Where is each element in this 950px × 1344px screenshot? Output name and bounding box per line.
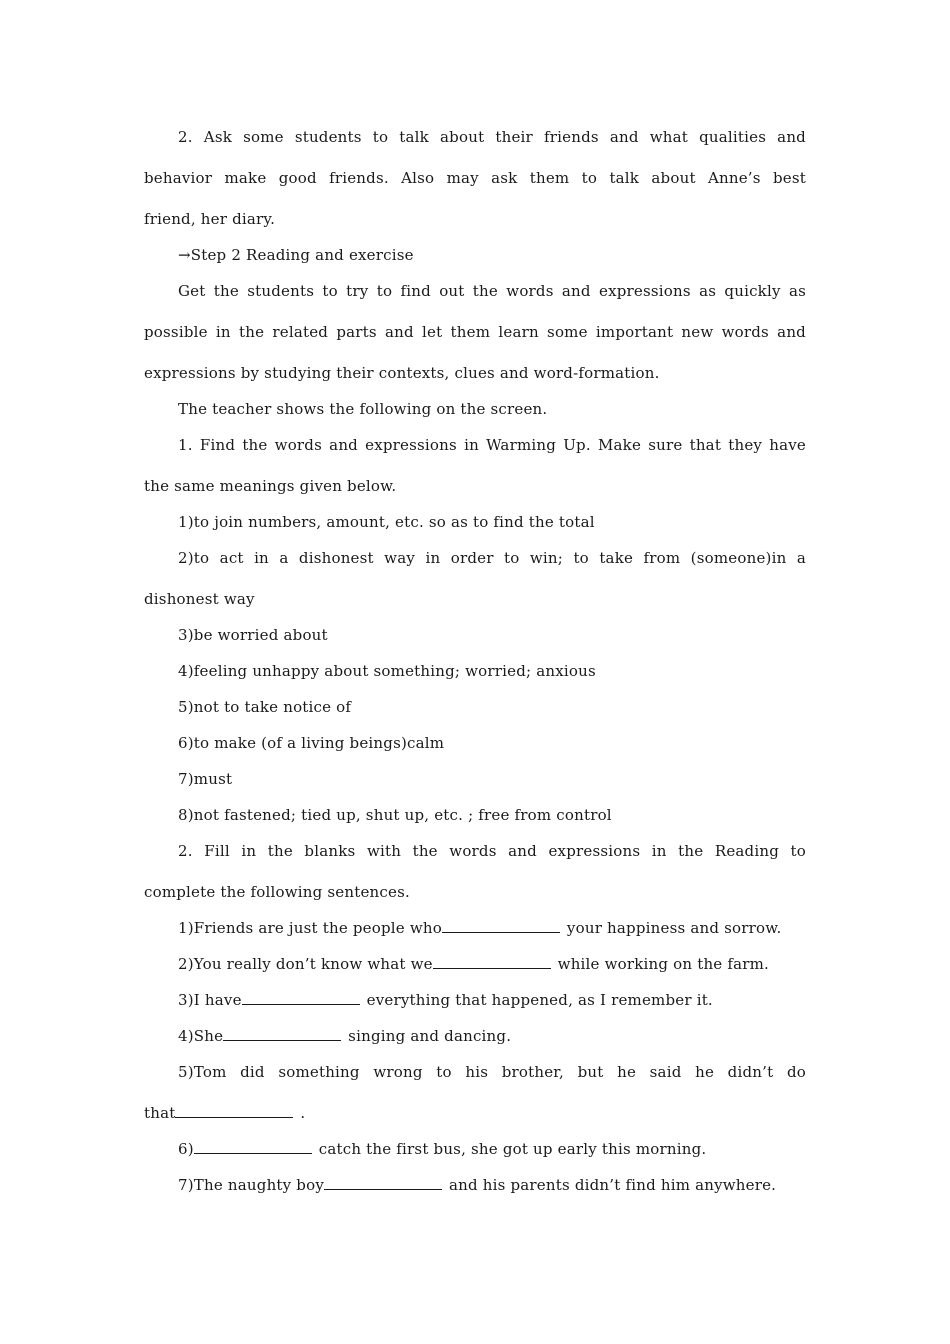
answer-blank[interactable] [242,990,360,1005]
sentence-text: 6) [178,1140,194,1158]
fill-blank-sentence [178,1175,806,1195]
paragraph-line: The teacher shows the following on the screen. [178,400,548,418]
sentence-text: your happiness and sorrow. [561,919,782,937]
definition-item: 5)not to take notice of [178,698,352,716]
definition-item: 2)to act in a dishonest way in order to win; to take from (someone)in a [178,549,806,567]
answer-blank[interactable] [433,954,551,969]
paragraph-line: possible in the related parts and let them learn some important new words and [144,323,806,341]
fill-blank-sentence [178,918,806,938]
exercise-instruction: 1. Find the words and expressions in Warming Up. Make sure that they have [178,436,806,454]
fill-blank-sentence: 5)Tom did something wrong to his brother, but he said he didn’t do [178,1063,806,1081]
answer-blank[interactable] [442,918,560,933]
fill-blank-sentence [178,1026,806,1046]
sentence-text: and his parents didn’t find him anywhere. [444,1176,777,1194]
definition-item: 6)to make (of a living beings)calm [178,734,445,752]
sentence-text: that [144,1104,176,1122]
sentence-text: 4)She [178,1027,224,1045]
paragraph-line: behavior make good friends. Also may ask them to talk about Anne’s best [144,169,806,187]
paragraph-line: 2. Ask some students to talk about their friends and what qualities and [178,128,806,146]
fill-blank-sentence [178,990,806,1010]
sentence-text: 1)Friends are just the people who [178,919,442,937]
step-heading: →Step 2 Reading and exercise [178,246,414,264]
definition-item: 3)be worried about [178,626,328,644]
answer-blank[interactable] [223,1026,341,1041]
definition-item: 8)not fastened; tied up, shut up, etc. ; free from control [178,806,612,824]
exercise-instruction: complete the following sentences. [144,883,410,901]
definition-item: dishonest way [144,590,255,608]
sentence-text: catch the first bus, she got up early this morning. [313,1140,707,1158]
sentence-text: singing and dancing. [343,1027,512,1045]
fill-blank-sentence [178,1139,806,1159]
exercise-instruction: the same meanings given below. [144,477,397,495]
fill-blank-sentence [144,1103,806,1123]
answer-blank[interactable] [175,1103,293,1118]
sentence-text: . [295,1104,306,1122]
paragraph-line: expressions by studying their contexts, clues and word-formation. [144,364,660,382]
paragraph-line: friend, her diary. [144,210,276,228]
sentence-text: 2)You really don’t know what we [178,955,433,973]
exercise-instruction: 2. Fill in the blanks with the words and expressions in the Reading to [178,842,806,860]
paragraph-line: Get the students to try to find out the words and expressions as quickly as [178,282,806,300]
sentence-text: everything that happened, as I remember it. [361,991,713,1009]
sentence-text: 7)The naughty boy [178,1176,325,1194]
fill-blank-sentence [178,954,806,974]
answer-blank[interactable] [324,1175,442,1190]
sentence-text: 3)I have [178,991,242,1009]
definition-item: 1)to join numbers, amount, etc. so as to find the total [178,513,595,531]
answer-blank[interactable] [194,1139,312,1154]
definition-item: 7)must [178,770,233,788]
definition-item: 4)feeling unhappy about something; worried; anxious [178,662,596,680]
sentence-text: while working on the farm. [552,955,770,973]
